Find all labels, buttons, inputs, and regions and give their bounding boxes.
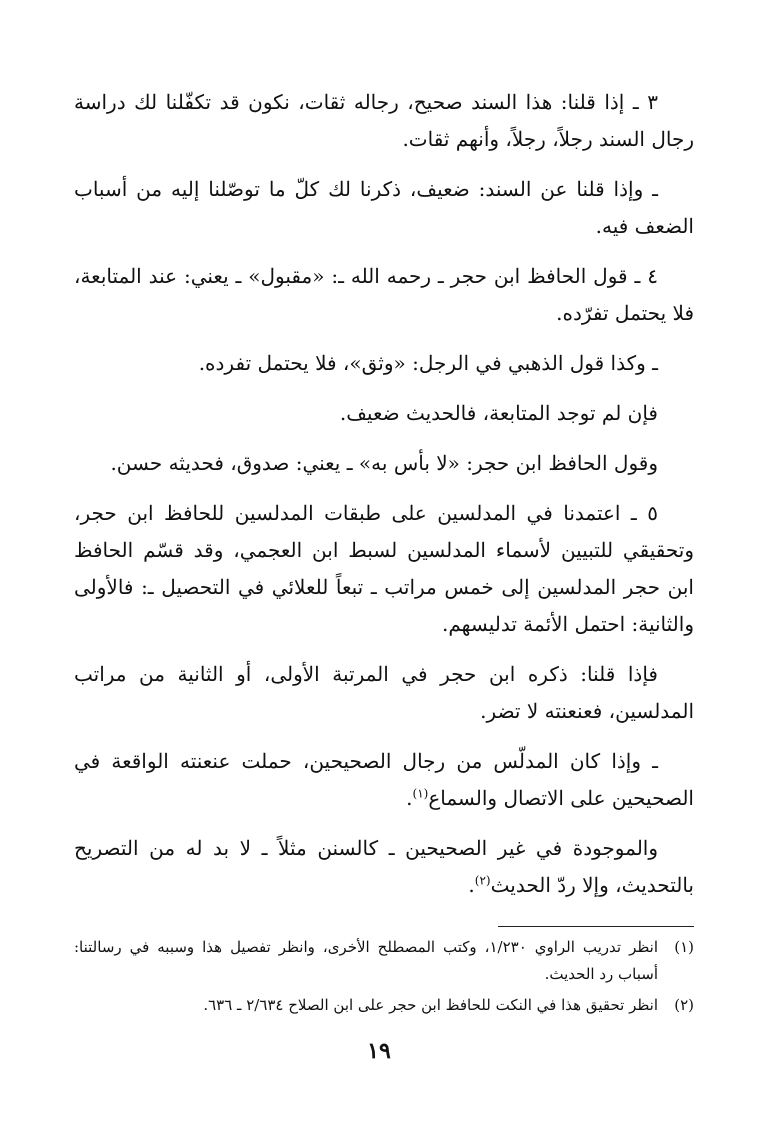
footnote-ref-2[interactable]: (٢)	[474, 873, 491, 888]
page-number: ١٩	[367, 1038, 391, 1064]
footnote-1-text: انظر تدريب الراوي ١/٢٣٠، وكتب المصطلح الأخرى، وانظر تفصيل هذا وسببه في رسالتنا: أسباب رد الحديث.	[74, 938, 658, 983]
paragraph-4: ـ وكذا قول الذهبي في الرجل: «وثق»، فلا يحتمل تفرده.	[198, 351, 658, 375]
footnote-2-number: (٢)	[674, 996, 694, 1014]
main-text	[74, 84, 694, 917]
paragraph-1: ٣ ـ إذا قلنا: هذا السند صحيح، رجاله ثقات، نكون قد تكفّلنا لك دراسة رجال السند رجلاً، رجلاً، وأنهم ثقات.	[74, 90, 694, 151]
footnote-1	[74, 934, 694, 988]
footnote-divider	[498, 926, 694, 927]
paragraph-3: ٤ ـ قول الحافظ ابن حجر ـ رحمه الله ـ: «مقبول» ـ يعني: عند المتابعة، فلا يحتمل تفرّده.	[74, 264, 694, 325]
paragraph-7: ٥ ـ اعتمدنا في المدلسين على طبقات المدلسين للحافظ ابن حجر، وتحقيقي للتبيين لأسماء المدلسين لسبط ابن العجمي، وقد قسّم الحافظ ابن حجر المدلسين إلى خمس مراتب ـ تبعاً للعلائي في التحصيل ـ: فالأولى والثانية: احتمل الأئمة تدليسهم.	[74, 501, 694, 636]
footnote-ref-1[interactable]: (١)	[412, 786, 429, 801]
paragraph-10-text: والموجودة في غير الصحيحين ـ كالسنن مثلاً ـ لا بد له من التصريح بالتحديث، وإلا ردّ الحديث	[74, 836, 694, 897]
paragraph-10	[74, 830, 694, 904]
footnote-1-number: (١)	[674, 938, 694, 956]
paragraph-5: فإن لم توجد المتابعة، فالحديث ضعيف.	[339, 401, 658, 425]
paragraph-10-end: .	[468, 873, 475, 897]
paragraph-8: فإذا قلنا: ذكره ابن حجر في المرتبة الأولى، أو الثانية من مراتب المدلسين، فعنعنته لا تضر.	[74, 662, 694, 723]
footnote-2-text: انظر تحقيق هذا في النكت للحافظ ابن حجر على ابن الصلاح ٢/٦٣٤ ـ ٦٣٦.	[203, 996, 658, 1014]
footnote-2	[74, 992, 694, 1019]
paragraph-9	[74, 743, 694, 817]
footnotes	[74, 934, 694, 1023]
paragraph-6: وقول الحافظ ابن حجر: «لا بأس به» ـ يعني: صدوق، فحديثه حسن.	[110, 451, 658, 475]
paragraph-9-end: .	[406, 786, 413, 810]
paragraph-2: ـ وإذا قلنا عن السند: ضعيف، ذكرنا لك كلّ ما توصّلنا إليه من أسباب الضعف فيه.	[74, 177, 694, 238]
paragraph-9-text: ـ وإذا كان المدلّس من رجال الصحيحين، حملت عنعنته الواقعة في الصحيحين على الاتصال والسماع	[74, 749, 694, 810]
